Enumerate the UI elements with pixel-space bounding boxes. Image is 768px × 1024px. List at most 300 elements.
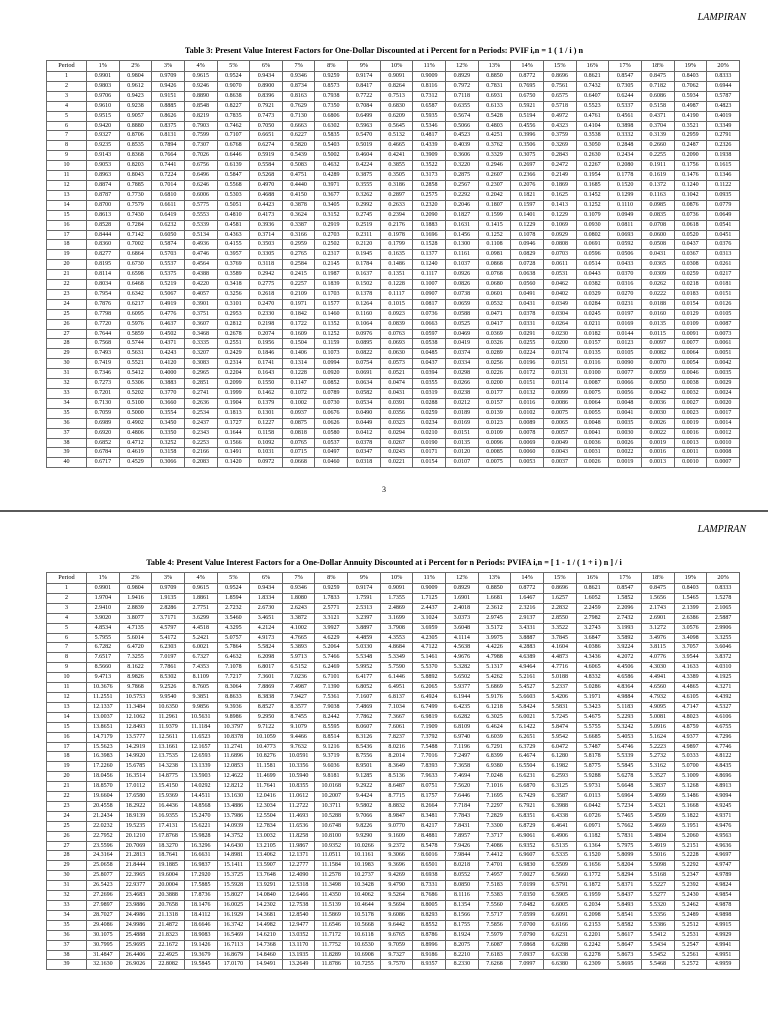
factor-cell: 6.8351 xyxy=(511,811,544,821)
period-cell: 13 xyxy=(47,702,87,712)
factor-cell: 0.0703 xyxy=(543,250,576,260)
factor-cell: 0.1300 xyxy=(446,240,479,250)
table-row xyxy=(47,643,740,653)
factor-cell: 21.1318 xyxy=(152,910,185,920)
factor-cell: 25.0658 xyxy=(87,861,120,871)
factor-cell: 0.0114 xyxy=(543,379,576,389)
factor-cell: 0.7014 xyxy=(152,180,185,190)
factor-cell: 0.4104 xyxy=(576,121,609,131)
factor-cell: 0.8885 xyxy=(152,101,185,111)
factor-cell: 0.4440 xyxy=(282,180,315,190)
factor-cell: 0.4388 xyxy=(184,270,217,280)
factor-cell: 0.5820 xyxy=(282,141,315,151)
factor-cell: 0.5337 xyxy=(609,101,642,111)
factor-cell: 0.2633 xyxy=(380,200,413,210)
factor-cell: 0.4019 xyxy=(707,111,740,121)
factor-cell: 0.0049 xyxy=(543,438,576,448)
factor-cell: 3.1699 xyxy=(380,613,413,623)
factor-cell: 0.8333 xyxy=(707,72,740,82)
factor-cell: 4.9094 xyxy=(707,792,740,802)
factor-cell: 0.7561 xyxy=(543,81,576,91)
factor-cell: 14.2919 xyxy=(119,742,152,752)
factor-cell: 20.4558 xyxy=(87,801,120,811)
factor-cell: 0.0069 xyxy=(511,438,544,448)
factor-cell: 0.0347 xyxy=(348,448,381,458)
factor-cell: 8.3481 xyxy=(413,811,446,821)
factor-cell: 0.0370 xyxy=(609,270,642,280)
factor-cell: 4.6106 xyxy=(707,712,740,722)
factor-cell: 6.8052 xyxy=(348,683,381,693)
factor-cell: 7.9844 xyxy=(446,851,479,861)
factor-cell: 6.4674 xyxy=(511,752,544,762)
header-row xyxy=(47,61,740,72)
factor-cell: 0.0531 xyxy=(543,270,576,280)
factor-cell: 22.0232 xyxy=(87,821,120,831)
factor-cell: 7.1909 xyxy=(413,722,446,732)
factor-cell: 0.2090 xyxy=(413,210,446,220)
factor-cell: 17.4131 xyxy=(152,821,185,831)
factor-cell: 0.0087 xyxy=(707,319,740,329)
factor-cell: 0.0038 xyxy=(674,379,707,389)
period-cell: 4 xyxy=(47,101,87,111)
factor-cell: 0.2470 xyxy=(250,299,283,309)
period-cell: 33 xyxy=(47,901,87,911)
factor-cell: 11.2741 xyxy=(217,742,250,752)
factor-cell: 0.0736 xyxy=(413,309,446,319)
factor-cell: 19.5235 xyxy=(119,821,152,831)
factor-cell: 0.7142 xyxy=(119,230,152,240)
factor-cell: 0.0291 xyxy=(511,329,544,339)
factor-cell: 0.5346 xyxy=(413,121,446,131)
factor-cell: 5.0333 xyxy=(674,752,707,762)
factor-cell: 0.2120 xyxy=(348,240,381,250)
factor-cell: 0.4190 xyxy=(674,111,707,121)
factor-cell: 2.9906 xyxy=(707,623,740,633)
factor-cell: 0.0521 xyxy=(380,369,413,379)
period-cell: 21 xyxy=(47,782,87,792)
factor-cell: 7.7843 xyxy=(446,811,479,821)
factor-cell: 0.0433 xyxy=(609,260,642,270)
period-cell: 34 xyxy=(47,398,87,408)
factor-cell: 7.0236 xyxy=(282,673,315,683)
factor-cell: 0.8043 xyxy=(119,171,152,181)
factor-cell: 14.8568 xyxy=(184,801,217,811)
factor-cell: 4.5638 xyxy=(446,643,479,653)
factor-cell: 0.1346 xyxy=(707,171,740,181)
factor-cell: 6.3587 xyxy=(543,792,576,802)
factor-cell: 0.1486 xyxy=(380,260,413,270)
factor-cell: 7.5183 xyxy=(478,881,511,891)
factor-cell: 0.0157 xyxy=(478,398,511,408)
factor-cell: 3.4098 xyxy=(674,633,707,643)
factor-cell: 16.7113 xyxy=(217,940,250,950)
period-cell: 2 xyxy=(47,593,87,603)
factor-cell: 0.0120 xyxy=(446,448,479,458)
factor-cell: 0.9246 xyxy=(184,81,217,91)
factor-cell: 0.0618 xyxy=(674,220,707,230)
factor-cell: 0.3075 xyxy=(511,151,544,161)
factor-cell: 0.0031 xyxy=(576,448,609,458)
factor-cell: 0.2607 xyxy=(478,171,511,181)
factor-cell: 32.1630 xyxy=(87,960,120,970)
factor-cell: 4.8122 xyxy=(707,752,740,762)
factor-cell: 4.9636 xyxy=(707,841,740,851)
factor-cell: 0.4039 xyxy=(446,141,479,151)
factor-cell: 16.6631 xyxy=(184,851,217,861)
factor-cell: 4.7746 xyxy=(707,742,740,752)
factor-cell: 0.5219 xyxy=(152,280,185,290)
factor-cell: 0.6587 xyxy=(413,101,446,111)
factor-cell: 13.1339 xyxy=(184,762,217,772)
factor-cell: 12.8540 xyxy=(282,910,315,920)
factor-cell: 0.0238 xyxy=(446,389,479,399)
factor-cell: 0.0154 xyxy=(674,299,707,309)
factor-cell: 0.8772 xyxy=(511,584,544,594)
factor-cell: 13.0352 xyxy=(282,930,315,940)
period-cell: 33 xyxy=(47,389,87,399)
factor-cell: 0.0064 xyxy=(674,349,707,359)
factor-cell: 15.5928 xyxy=(217,881,250,891)
factor-cell: 0.1372 xyxy=(641,180,674,190)
factor-cell: 0.6830 xyxy=(380,101,413,111)
factor-cell: 3.4651 xyxy=(250,613,283,623)
factor-cell: 6.0442 xyxy=(576,801,609,811)
table-row xyxy=(47,190,740,200)
factor-cell: 9.9290 xyxy=(348,831,381,841)
factor-cell: 11.0511 xyxy=(315,851,348,861)
factor-cell: 6.4624 xyxy=(478,722,511,732)
table-row xyxy=(47,712,740,722)
factor-cell: 6.5905 xyxy=(543,891,576,901)
column-header-rate: 5% xyxy=(217,61,250,72)
factor-cell: 0.2858 xyxy=(413,180,446,190)
factor-cell: 0.0230 xyxy=(543,329,576,339)
factor-cell: 5.8424 xyxy=(511,702,544,712)
factor-cell: 0.0154 xyxy=(413,458,446,468)
factor-cell: 0.1160 xyxy=(348,309,381,319)
factor-cell: 0.4220 xyxy=(184,280,217,290)
factor-cell: 6.5509 xyxy=(543,861,576,871)
factor-cell: 0.0075 xyxy=(543,408,576,418)
factor-cell: 0.0491 xyxy=(511,289,544,299)
factor-cell: 14.6210 xyxy=(250,930,283,940)
factor-cell: 0.0054 xyxy=(674,359,707,369)
factor-cell: 0.0267 xyxy=(380,438,413,448)
factor-cell: 9.4466 xyxy=(282,732,315,742)
factor-cell: 7.3658 xyxy=(446,762,479,772)
factor-cell: 0.9434 xyxy=(250,584,283,594)
factor-cell: 18.9083 xyxy=(184,930,217,940)
factor-cell: 0.6355 xyxy=(446,101,479,111)
factor-cell: 0.0431 xyxy=(641,250,674,260)
factor-cell: 18.7641 xyxy=(152,851,185,861)
factor-cell: 22.8082 xyxy=(152,960,185,970)
factor-cell: 0.2257 xyxy=(282,280,315,290)
factor-cell: 0.2678 xyxy=(217,329,250,339)
factor-cell: 5.4669 xyxy=(641,821,674,831)
factor-cell: 16.3514 xyxy=(119,772,152,782)
factor-cell: 0.5268 xyxy=(250,171,283,181)
table-row xyxy=(47,210,740,220)
factor-cell: 0.4120 xyxy=(152,359,185,369)
factor-cell: 5.8294 xyxy=(609,871,642,881)
factor-cell: 0.8963 xyxy=(87,171,120,181)
factor-cell: 3.9224 xyxy=(609,643,642,653)
factor-cell: 0.3751 xyxy=(184,309,217,319)
factor-cell: 0.0355 xyxy=(413,379,446,389)
factor-cell: 0.3256 xyxy=(217,289,250,299)
factor-cell: 5.3162 xyxy=(641,762,674,772)
factor-cell: 16.3742 xyxy=(217,920,250,930)
factor-cell: 0.0331 xyxy=(511,319,544,329)
factor-cell: 5.4527 xyxy=(511,683,544,693)
factor-cell: 8.0218 xyxy=(446,861,479,871)
factor-cell: 0.3173 xyxy=(413,171,446,181)
factor-cell: 0.8264 xyxy=(380,81,413,91)
factor-cell: 0.0019 xyxy=(641,438,674,448)
factor-cell: 6.1772 xyxy=(576,871,609,881)
factor-cell: 8.7556 xyxy=(348,752,381,762)
column-header-rate: 9% xyxy=(348,573,381,584)
factor-cell: 0.0835 xyxy=(641,210,674,220)
factor-cell: 0.1252 xyxy=(315,329,348,339)
factor-cell: 4.1604 xyxy=(543,643,576,653)
factor-cell: 0.8277 xyxy=(87,250,120,260)
factor-cell: 0.3555 xyxy=(348,180,381,190)
factor-cell: 4.4941 xyxy=(641,673,674,683)
factor-cell: 6.6380 xyxy=(543,960,576,970)
factor-cell: 0.1264 xyxy=(348,299,381,309)
factor-cell: 14.9920 xyxy=(119,752,152,762)
factor-cell: 0.9804 xyxy=(119,584,152,594)
factor-cell: 4.8684 xyxy=(380,643,413,653)
factor-cell: 0.5523 xyxy=(576,101,609,111)
factor-cell: 0.3589 xyxy=(217,270,250,280)
factor-cell: 0.1938 xyxy=(707,151,740,161)
factor-cell: 0.1609 xyxy=(282,329,315,339)
table-row xyxy=(47,270,740,280)
table-row xyxy=(47,220,740,230)
factor-cell: 6.8729 xyxy=(511,821,544,831)
factor-cell: 4.9676 xyxy=(446,653,479,663)
period-cell: 10 xyxy=(47,161,87,171)
factor-cell: 0.0638 xyxy=(511,270,544,280)
factor-cell: 2.9410 xyxy=(87,603,120,613)
factor-cell: 11.2578 xyxy=(315,871,348,881)
factor-cell: 0.3350 xyxy=(152,428,185,438)
factor-cell: 18.1476 xyxy=(184,901,217,911)
factor-cell: 0.0073 xyxy=(707,329,740,339)
period-cell: 12 xyxy=(47,692,87,702)
factor-cell: 0.5921 xyxy=(511,101,544,111)
factor-cell: 3.8897 xyxy=(348,623,381,633)
factor-cell: 4.9095 xyxy=(641,702,674,712)
factor-cell: 0.0059 xyxy=(641,369,674,379)
factor-cell: 0.5083 xyxy=(282,161,315,171)
factor-cell: 0.1351 xyxy=(380,270,413,280)
factor-cell: 18.8570 xyxy=(87,782,120,792)
factor-cell: 0.1703 xyxy=(315,289,348,299)
factor-cell: 14.7368 xyxy=(250,940,283,950)
period-cell: 4 xyxy=(47,613,87,623)
factor-cell: 0.6717 xyxy=(87,458,120,468)
period-cell: 14 xyxy=(47,200,87,210)
factor-cell: 0.0245 xyxy=(576,309,609,319)
table-row xyxy=(47,841,740,851)
factor-cell: 0.3083 xyxy=(184,359,217,369)
period-cell: 10 xyxy=(47,673,87,683)
factor-cell: 0.0474 xyxy=(380,379,413,389)
factor-cell: 0.5470 xyxy=(348,131,381,141)
factor-cell: 0.3770 xyxy=(152,389,185,399)
table-row xyxy=(47,950,740,960)
factor-cell: 5.8099 xyxy=(609,851,642,861)
factor-cell: 7.5560 xyxy=(478,901,511,911)
period-cell: 3 xyxy=(47,603,87,613)
factor-cell: 0.5537 xyxy=(152,260,185,270)
factor-cell: 0.0895 xyxy=(348,339,381,349)
factor-cell: 11.8786 xyxy=(315,960,348,970)
period-cell: 26 xyxy=(47,319,87,329)
factor-cell: 8.6016 xyxy=(413,851,446,861)
factor-cell: 6.9380 xyxy=(478,762,511,772)
table-row xyxy=(47,141,740,151)
table-row xyxy=(47,831,740,841)
factor-cell: 0.3207 xyxy=(184,349,217,359)
factor-cell: 2.9745 xyxy=(478,613,511,623)
factor-cell: 0.0868 xyxy=(478,260,511,270)
factor-cell: 7.8957 xyxy=(446,831,479,841)
factor-cell: 0.7513 xyxy=(380,91,413,101)
factor-cell: 5.6964 xyxy=(609,792,642,802)
factor-cell: 0.0105 xyxy=(707,309,740,319)
factor-cell: 4.1002 xyxy=(282,623,315,633)
factor-cell: 21.8444 xyxy=(119,861,152,871)
period-cell: 1 xyxy=(47,584,87,594)
factor-cell: 10.2007 xyxy=(315,792,348,802)
factor-cell: 0.5976 xyxy=(119,319,152,329)
factor-cell: 5.8582 xyxy=(609,920,642,930)
factor-cell: 0.1069 xyxy=(543,220,576,230)
factor-cell: 6.2309 xyxy=(576,960,609,970)
factor-cell: 0.0183 xyxy=(674,289,707,299)
factor-cell: 5.5386 xyxy=(641,920,674,930)
factor-cell: 5.5168 xyxy=(641,871,674,881)
factor-cell: 0.7972 xyxy=(446,81,479,91)
factor-cell: 0.3521 xyxy=(674,121,707,131)
factor-cell: 0.7473 xyxy=(250,111,283,121)
factor-cell: 0.5645 xyxy=(380,121,413,131)
factor-cell: 0.1460 xyxy=(315,309,348,319)
factor-cell: 6.1446 xyxy=(380,673,413,683)
factor-cell: 0.0060 xyxy=(511,448,544,458)
factor-cell: 9.2950 xyxy=(250,712,283,722)
factor-cell: 0.9901 xyxy=(87,584,120,594)
factor-cell: 0.4173 xyxy=(250,210,283,220)
factor-cell: 2.2832 xyxy=(543,603,576,613)
factor-cell: 6.1944 xyxy=(446,692,479,702)
factor-cell: 5.8775 xyxy=(576,762,609,772)
factor-cell: 0.1502 xyxy=(348,280,381,290)
factor-cell: 0.0046 xyxy=(674,369,707,379)
factor-cell: 7.6087 xyxy=(478,940,511,950)
factor-cell: 0.0016 xyxy=(674,428,707,438)
factor-cell: 0.1159 xyxy=(315,339,348,349)
factor-cell: 6.0113 xyxy=(576,792,609,802)
factor-cell: 10.0266 xyxy=(348,841,381,851)
factor-cell: 0.0224 xyxy=(511,349,544,359)
factor-cell: 7.0868 xyxy=(511,940,544,950)
factor-cell: 0.6274 xyxy=(250,141,283,151)
table-row xyxy=(47,151,740,161)
factor-cell: 0.1401 xyxy=(511,210,544,220)
factor-cell: 0.0221 xyxy=(380,458,413,468)
factor-cell: 2.1399 xyxy=(674,603,707,613)
factor-cell: 26.5423 xyxy=(87,881,120,891)
factor-cell: 4.9824 xyxy=(707,881,740,891)
factor-cell: 17.8736 xyxy=(184,891,217,901)
factor-cell: 0.5439 xyxy=(282,151,315,161)
factor-cell: 0.9327 xyxy=(87,131,120,141)
factor-cell: 7.9426 xyxy=(446,841,479,851)
factor-cell: 0.2343 xyxy=(184,428,217,438)
factor-cell: 9.1609 xyxy=(380,831,413,841)
factor-cell: 0.4604 xyxy=(348,151,381,161)
factor-cell: 0.0852 xyxy=(315,379,348,389)
factor-cell: 0.0930 xyxy=(576,220,609,230)
factor-cell: 2.6730 xyxy=(250,603,283,613)
factor-cell: 0.9803 xyxy=(87,81,120,91)
factor-cell: 0.1110 xyxy=(609,200,642,210)
factor-cell: 24.4986 xyxy=(119,910,152,920)
factor-cell: 0.5744 xyxy=(119,339,152,349)
factor-cell: 0.0985 xyxy=(641,200,674,210)
factor-cell: 0.5631 xyxy=(119,349,152,359)
factor-cell: 6.2201 xyxy=(576,930,609,940)
factor-cell: 0.7720 xyxy=(87,319,120,329)
factor-cell: 0.1827 xyxy=(446,210,479,220)
factor-cell: 0.6496 xyxy=(184,171,217,181)
factor-cell: 0.2415 xyxy=(282,270,315,280)
factor-cell: 0.4746 xyxy=(184,250,217,260)
factor-cell: 0.1229 xyxy=(543,210,576,220)
factor-cell: 0.0151 xyxy=(707,289,740,299)
factor-cell: 11.8258 xyxy=(282,831,315,841)
factor-cell: 4.8759 xyxy=(674,722,707,732)
factor-cell: 0.0182 xyxy=(576,329,609,339)
factor-cell: 0.0017 xyxy=(707,408,740,418)
factor-cell: 5.1822 xyxy=(674,811,707,821)
factor-cell: 7.7861 xyxy=(152,663,185,673)
factor-cell: 14.3238 xyxy=(152,762,185,772)
factor-cell: 12.5504 xyxy=(250,811,283,821)
factor-cell: 0.0107 xyxy=(446,458,479,468)
factor-cell: 26.4406 xyxy=(119,950,152,960)
period-cell: 23 xyxy=(47,289,87,299)
factor-cell: 0.0087 xyxy=(576,379,609,389)
factor-cell: 0.0115 xyxy=(641,329,674,339)
factor-cell: 0.0588 xyxy=(446,309,479,319)
factor-cell: 0.8375 xyxy=(152,121,185,131)
period-cell: 5 xyxy=(47,111,87,121)
column-header-rate: 12% xyxy=(446,61,479,72)
factor-cell: 0.7284 xyxy=(119,220,152,230)
factor-cell: 5.7487 xyxy=(576,742,609,752)
factor-cell: 0.1117 xyxy=(380,289,413,299)
table-row xyxy=(47,782,740,792)
factor-cell: 7.0790 xyxy=(511,930,544,940)
factor-cell: 0.9346 xyxy=(282,584,315,594)
